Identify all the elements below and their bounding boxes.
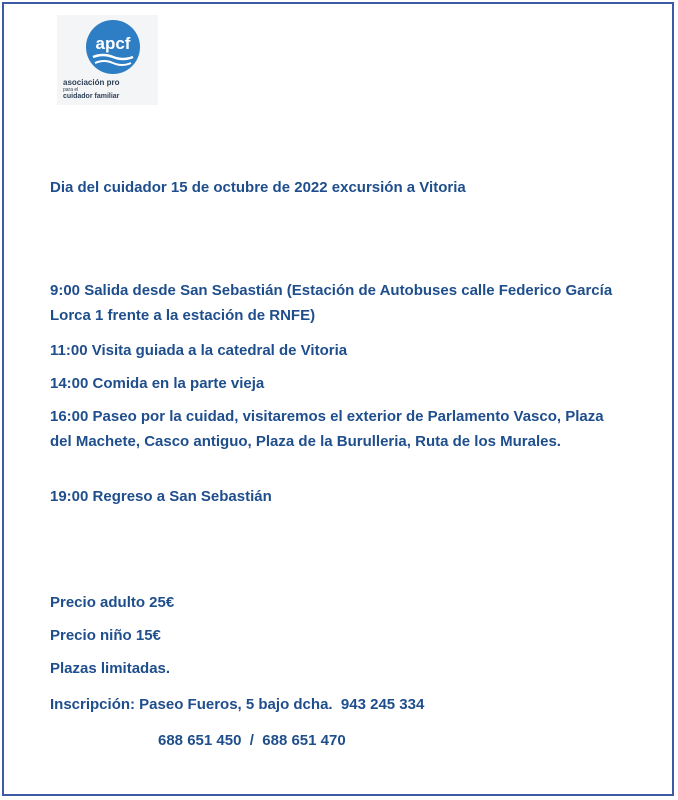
schedule-item-walk: 16:00 Paseo por la cuidad, visitaremos el exterior de Parlamento Vasco, Plaza del Machete, Casco antiguo, Plaza de la Burulleria, Ruta de los Murales. bbox=[50, 408, 604, 450]
price-adult: Precio adulto 25€ bbox=[50, 594, 175, 611]
contact-phones: 688 651 450 / 688 651 470 bbox=[158, 732, 346, 749]
apcf-logo-icon bbox=[85, 19, 141, 75]
logo-line-1: asociación pro bbox=[63, 78, 120, 87]
schedule-item-lunch: 14:00 Comida en la parte vieja bbox=[50, 375, 265, 392]
schedule-item-return: 19:00 Regreso a San Sebastián bbox=[50, 488, 272, 505]
price-child: Precio niño 15€ bbox=[50, 627, 161, 644]
svg-text:apcf: apcf bbox=[95, 34, 131, 53]
schedule-item-departure: 9:00 Salida desde San Sebastián (Estación de Autobuses calle Federico García Lorca 1 frente a la estación de RNFE) bbox=[50, 282, 613, 324]
logo-line-3: cuidador familiar bbox=[63, 93, 120, 100]
apcf-logo bbox=[57, 15, 158, 105]
registration-info: Inscripción: Paseo Fueros, 5 bajo dcha. 943 245 334 bbox=[50, 696, 425, 713]
logo-line-2: para el bbox=[63, 87, 79, 93]
document-title: Dia del cuidador 15 de octubre de 2022 excursión a Vitoria bbox=[50, 179, 466, 196]
schedule-item-cathedral: 11:00 Visita guiada a la catedral de Vitoria bbox=[50, 342, 348, 359]
limited-places: Plazas limitadas. bbox=[50, 660, 171, 677]
